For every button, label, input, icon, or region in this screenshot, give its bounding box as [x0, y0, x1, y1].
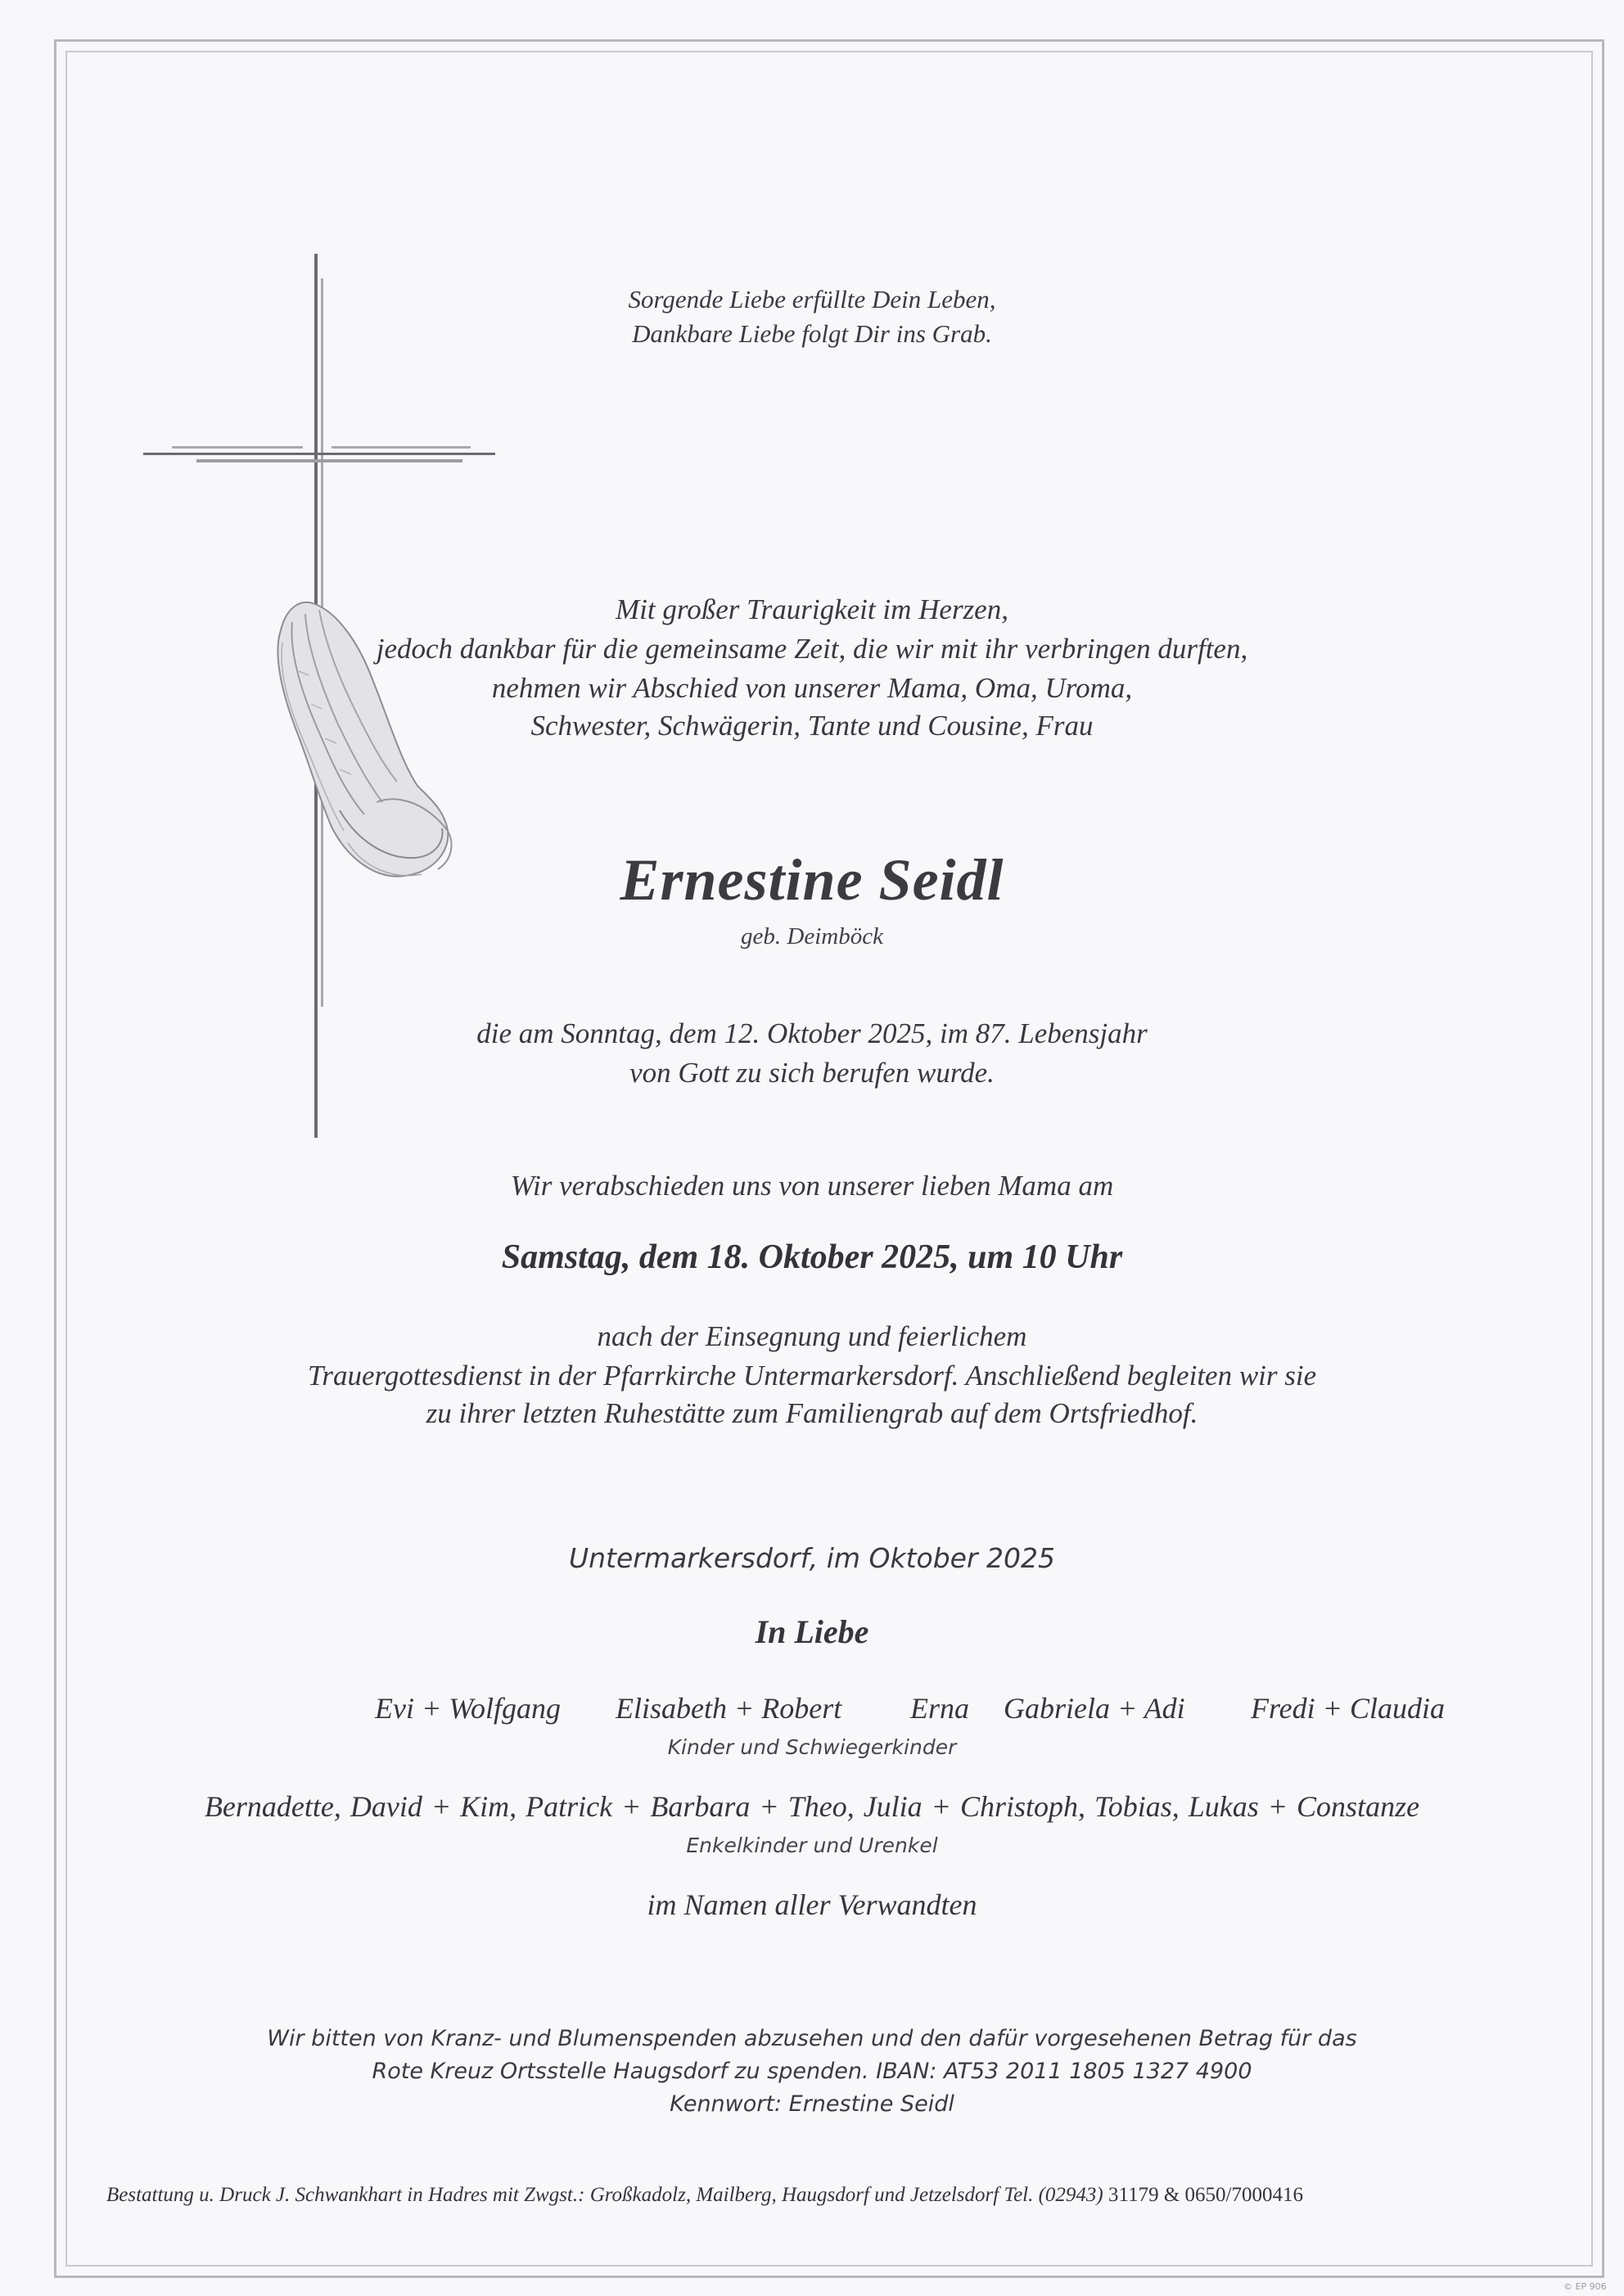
child-name: Elisabeth + Robert [616, 1692, 842, 1725]
relatives-line: im Namen aller Verwandten [647, 1888, 977, 1921]
death-line-1: die am Sonntag, dem 12. Oktober 2025, im 87. Lebensjahr [476, 1017, 1148, 1049]
undertaker-footer [106, 2184, 1588, 2207]
death-line-2: von Gott zu sich berufen wurde. [629, 1057, 995, 1089]
place-date: Untermarkersdorf, im Oktober 2025 [568, 1542, 1056, 1574]
intro-line-1: Mit großer Traurigkeit im Herzen, [616, 593, 1008, 625]
service-line-3: zu ihrer letzten Ruhestätte zum Familiengrab auf dem Ortsfriedhof. [426, 1397, 1198, 1429]
print-mark: © EP 906 [1563, 2281, 1607, 2292]
intro-line-3: nehmen wir Abschied von unserer Mama, Oma, Uroma, [491, 672, 1133, 704]
child-name: Fredi + Claudia [1251, 1692, 1445, 1725]
deceased-name: Ernestine Seidl [620, 847, 1004, 913]
donation-line-3: Kennwort: Ernestine Seidl [670, 2091, 954, 2117]
service-line-2: Trauergottesdienst in der Pfarrkirche Untermarkersdorf. Anschließend begleiten wir sie [307, 1360, 1317, 1392]
intro-line-2: jedoch dankbar für die gemeinsame Zeit, die wir mit ihr verbringen durften, [376, 633, 1248, 665]
motto-line-1: Sorgende Liebe erfüllte Dein Leben, [628, 285, 996, 314]
farewell-intro: Wir verabschieden uns von unserer lieben Mama am [510, 1170, 1114, 1202]
undertaker-text: Bestattung u. Druck J. Schwankhart in Hadres mit Zwgst.: Großkadolz, Mailberg, Haugsdorf und Jetzelsdorf Tel. (02943) [106, 2184, 1103, 2206]
in-liebe-heading: In Liebe [755, 1613, 869, 1650]
grandchildren-caption: Enkelkinder und Urenkel [686, 1834, 938, 1857]
child-name: Erna [910, 1692, 969, 1725]
donation-line-1: Wir bitten von Kranz- und Blumenspenden abzusehen und den dafür vorgesehenen Betrag für das [267, 2026, 1357, 2051]
motto-line-2: Dankbare Liebe folgt Dir ins Grab. [632, 319, 992, 348]
maiden-name: geb. Deimböck [741, 923, 883, 950]
undertaker-phone: 31179 & 0650/7000416 [1103, 2184, 1303, 2206]
funeral-date: Samstag, dem 18. Oktober 2025, um 10 Uhr [501, 1238, 1123, 1276]
grandchildren-names: Bernadette, David + Kim, Patrick + Barbara + Theo, Julia + Christoph, Tobias, Lukas + Constanze [204, 1790, 1420, 1823]
donation-line-2: Rote Kreuz Ortsstelle Haugsdorf zu spenden. IBAN: AT53 2011 1805 1327 4900 [372, 2059, 1252, 2084]
service-line-1: nach der Einsegnung und feierlichem [597, 1320, 1027, 1352]
children-caption: Kinder und Schwiegerkinder [667, 1735, 957, 1759]
child-name: Evi + Wolfgang [375, 1692, 561, 1725]
child-name: Gabriela + Adi [1004, 1692, 1185, 1725]
children-names [0, 1691, 1624, 1732]
intro-line-4: Schwester, Schwägerin, Tante und Cousine, Frau [530, 710, 1094, 742]
